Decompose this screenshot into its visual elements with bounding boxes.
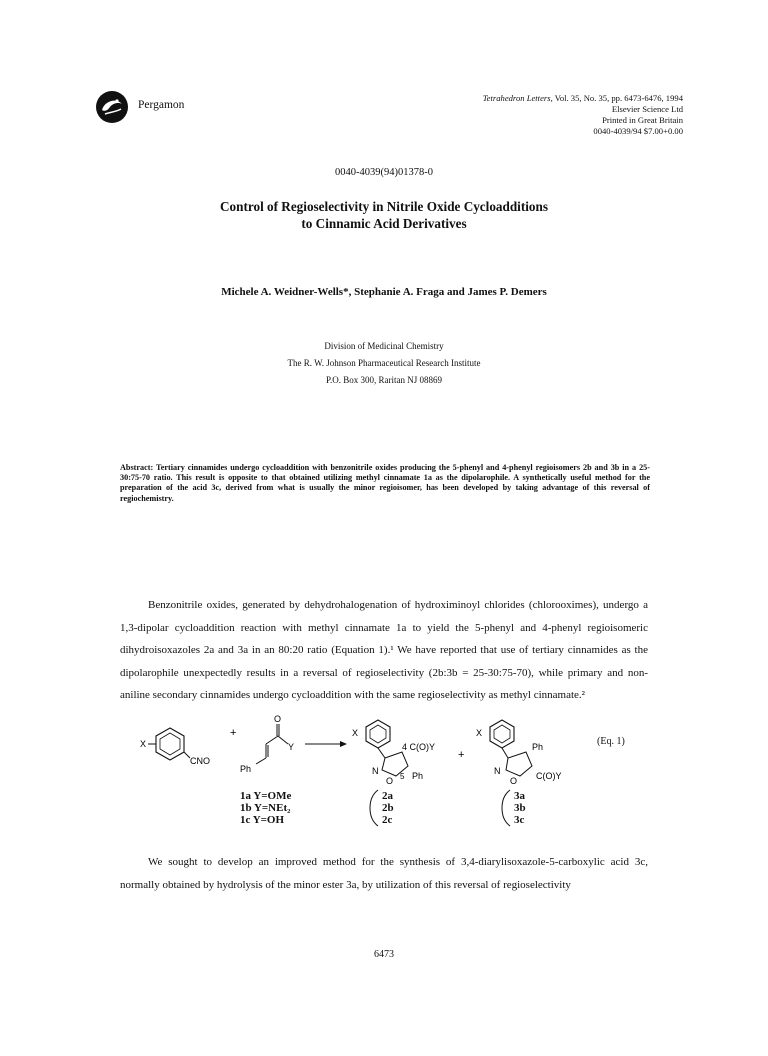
bracket-b [500,788,512,828]
journal-details: , Vol. 35, No. 35, pp. 6473-6476, 1994 [550,93,683,103]
x-substituent-2: X [352,728,359,738]
n-label-2: N [372,766,379,776]
journal-line-4: 0040-4039/94 $7.00+0.00 [593,126,683,136]
product-2c: 2c [382,814,393,826]
product-3c: 3c [514,814,525,826]
c-o-y-label: C(O)Y [536,771,562,781]
reaction-arrow-head [340,741,347,747]
five-label: 5 [400,772,405,781]
n-label-3: N [494,766,501,776]
equation-label: (Eq. 1) [597,736,625,747]
benzonitrile-oxide-structure [140,728,210,766]
ph-label-2: Ph [412,771,424,781]
products-a-list [382,790,394,826]
abstract-text: Tertiary cinnamides undergo cycloaddition with benzonitrile oxides producing the 5-phenyl and 4-phenyl regioisomers 2b and 3b in a 25-30:75-70 ratio. This result is opposite to that obtained utilizing methyl cinnamate 1a as the dipolarophile. A synthetically useful method for the preparation of the acid 3c, derived from what is usually the minor regioisomer, has been developed by taking advantage of this reversal of regiochemistry. [120,463,650,503]
reaction-scheme [140,712,610,787]
reagent-1b: 1b Y=NEt₂ [240,802,291,814]
publisher-name: Pergamon [138,99,185,111]
abstract-label: Abstract: [120,463,154,472]
paragraph-2-text: We sought to develop an improved method for the synthesis of 3,4-diarylisoxazole-5-carboxylic acid 3c, normally obtained by hydrolysis of the minor ester 3a, by utilization of this reversal of regioselectivity [120,856,648,891]
cinnamate-structure [240,714,294,774]
affiliation-line-3: P.O. Box 300, Raritan NJ 08869 [325,375,442,385]
paragraph-1 [120,594,648,707]
product-2-structure [352,720,435,786]
paragraph-2 [120,851,648,896]
journal-line-2: Elsevier Science Ltd [611,104,683,114]
doi: 0040-4039(94)01378-0 [335,167,433,178]
c-o-y-4-label: 4 C(O)Y [402,742,436,752]
ph-label-reagent: Ph [240,764,252,774]
authors: Michele A. Weidner-Wells*, Stephanie A. Fraga and James P. Demers [221,286,547,298]
plus-sign-1: + [230,727,237,739]
title-line-1: Control of Regioselectivity in Nitrile Oxide Cycloadditions [220,199,548,214]
bracket-a [368,788,380,828]
journal-line-3: Printed in Great Britain [602,115,683,125]
o-label-3: O [510,776,518,786]
reagent-1c: 1c Y=OH [240,814,285,826]
affiliation-line-2: The R. W. Johnson Pharmaceutical Research Institute [287,358,481,368]
plus-sign-2: + [458,749,465,761]
publisher-logo [95,90,129,124]
abstract [120,463,650,504]
cno-label: CNO [190,756,210,766]
x-substituent-3: X [476,728,483,738]
carbonyl-o-label: O [274,714,282,724]
paper-title [0,198,768,232]
paragraph-1-text: Benzonitrile oxides, generated by dehydrohalogenation of hydroximinoyl chlorides (chlorooximes), undergo a 1,3-dipolar cycloaddition reaction with methyl cinnamate 1a to yield the 5-phenyl and 4-phenyl regioisomeric dihydroisoxazoles 2a and 3a in an 80:20 ratio (Equation 1).¹ We have reported that use of tertiary cinnamides as the dipolarophile unexpectedly results in a reversal of regioselectivity (2b:3b = 25-30:75-70), while primary and non-aniline secondary cinnamides undergo cycloaddition with the same regioselectivity as methyl cinnamate.² [120,599,648,701]
affiliation-line-1: Division of Medicinal Chemistry [324,341,444,351]
o-label-2: O [386,776,394,786]
reagent-list [240,790,291,826]
affiliation [0,338,768,389]
products-b-list [514,790,526,826]
journal-info [483,93,683,137]
product-3a: 3a [514,790,525,802]
reagent-1a: 1a Y=OMe [240,790,292,802]
ph-label-3: Ph [532,742,544,752]
journal-name: Tetrahedron Letters [482,93,551,103]
title-line-2: to Cinnamic Acid Derivatives [301,216,467,231]
y-label: Y [288,742,295,752]
product-2a: 2a [382,790,393,802]
product-3-structure [476,720,562,786]
product-3b: 3b [514,802,526,814]
page-number: 6473 [374,949,394,960]
x-substituent-1: X [140,739,147,749]
product-2b: 2b [382,802,394,814]
